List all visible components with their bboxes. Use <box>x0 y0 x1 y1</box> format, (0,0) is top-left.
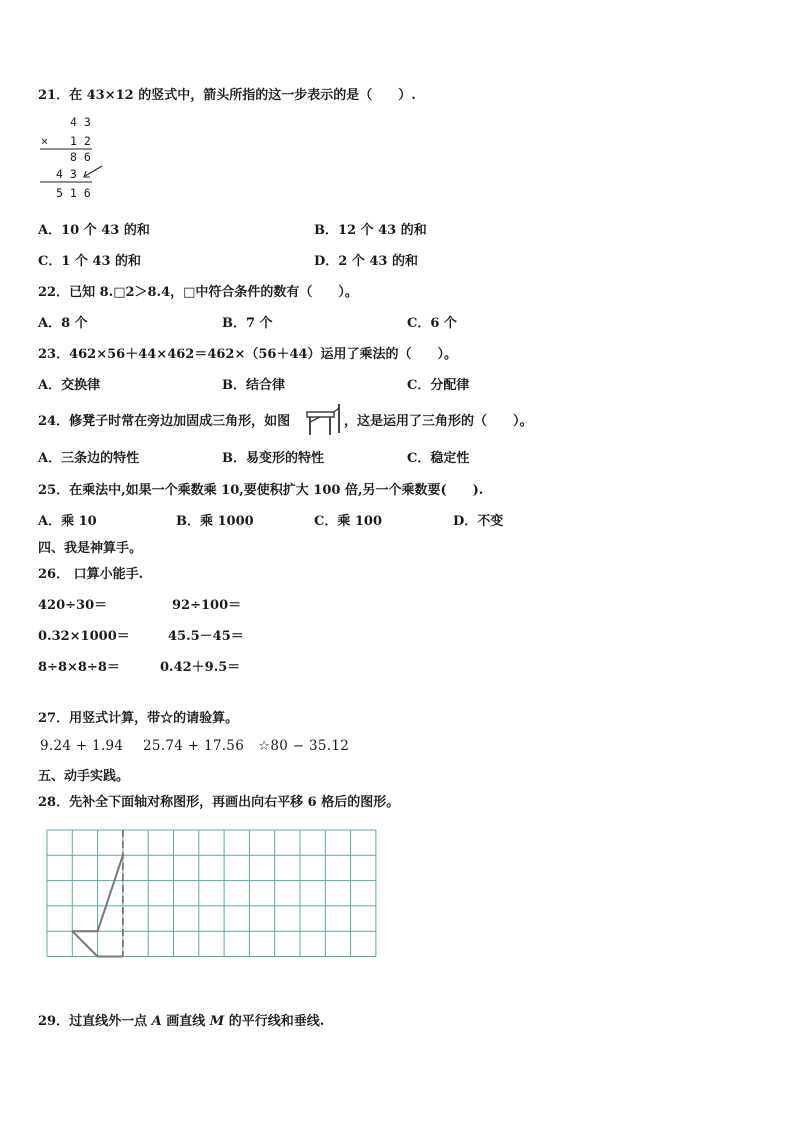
q24-stem-before: 24．修凳子时常在旁边加固成三角形，如图 <box>38 414 291 429</box>
q25-option-b[interactable]: B．乘 1000 <box>176 514 254 529</box>
q23-option-b[interactable]: B．结合律 <box>222 378 285 393</box>
q26-item-3: 0.32×1000＝ <box>38 629 130 644</box>
q26-stem: 26． 口算小能手. <box>38 567 144 582</box>
q24-option-a[interactable]: A．三条边的特性 <box>38 451 140 466</box>
section-4-heading: 四、我是神算手。 <box>38 541 143 556</box>
q25-stem: 25．在乘法中,如果一个乘数乘 10,要使积扩大 100 倍,另一个乘数要( ). <box>38 483 484 498</box>
q21-option-c[interactable]: C．1 个 43 的和 <box>38 254 142 269</box>
q25-option-c[interactable]: C．乘 100 <box>314 514 383 529</box>
q26-item-6: 0.42＋9.5＝ <box>160 660 241 675</box>
q24-option-c[interactable]: C．稳定性 <box>407 451 470 466</box>
q23-option-a[interactable]: A．交换律 <box>38 378 101 393</box>
q29-stem-prefix: 29．过直线外一点 <box>38 1014 152 1029</box>
q29-stem-middle: 画直线 <box>161 1014 210 1029</box>
q27-item-2: 25.74 + 17.56 <box>143 738 245 754</box>
q26-item-4: 45.5－45＝ <box>168 629 244 644</box>
q27-stem: 27．用竖式计算，带☆的请验算。 <box>38 711 239 726</box>
arrow-icon <box>80 164 104 182</box>
q23-stem: 23．462×56＋44×462＝462×（56＋44）运用了乘法的（ ）。 <box>38 347 458 362</box>
q27-item-3: ☆80 − 35.12 <box>258 738 350 754</box>
drawing-grid[interactable] <box>44 827 378 987</box>
q21-option-d[interactable]: D．2 个 43 的和 <box>314 254 418 269</box>
q26-item-1: 420÷30＝ <box>38 598 108 613</box>
q21-option-a[interactable]: A．10 个 43 的和 <box>38 223 150 238</box>
q22-option-a[interactable]: A．8 个 <box>38 316 88 331</box>
vertical-row-5: 5 1 6 <box>56 186 91 200</box>
q29-stem <box>38 1010 324 1029</box>
vertical-row-2: 1 2 <box>70 134 91 148</box>
q25-option-a[interactable]: A．乘 10 <box>38 514 97 529</box>
q28-stem: 28．先补全下面轴对称图形，再画出向右平移 6 格后的图形。 <box>38 795 400 810</box>
grid-lines <box>47 830 376 957</box>
section-5-heading: 五、动手实践。 <box>38 769 130 784</box>
q22-option-b[interactable]: B．7 个 <box>222 316 273 331</box>
point-a-label: A <box>151 1014 162 1029</box>
q26-item-5: 8÷8×8÷8＝ <box>38 660 120 675</box>
q23-option-c[interactable]: C．分配律 <box>407 378 470 393</box>
vertical-row-3: 8 6 <box>70 150 91 164</box>
stool-figure-icon <box>305 400 345 438</box>
line-m-label: M <box>209 1014 225 1029</box>
vertical-row-4: 4 3 <box>56 167 77 181</box>
q22-stem: 22．已知 8.□2＞8.4，□中符合条件的数有（ ）。 <box>38 285 358 300</box>
vertical-row-1: 4 3 <box>70 115 91 129</box>
q25-option-d[interactable]: D．不变 <box>453 514 504 529</box>
q26-item-2: 92÷100＝ <box>172 598 242 613</box>
q21-stem: 21．在 43×12 的竖式中，箭头所指的这一步表示的是（ ）. <box>38 88 416 103</box>
vertical-times-sign: × <box>41 134 48 148</box>
q24-option-b[interactable]: B．易变形的特性 <box>222 451 324 466</box>
q22-option-c[interactable]: C．6 个 <box>407 316 457 331</box>
q29-stem-suffix: 的平行线和垂线. <box>224 1014 325 1029</box>
q24-stem-after: ，这是运用了三角形的（ ）。 <box>344 414 533 429</box>
q27-item-1: 9.24 + 1.94 <box>40 738 124 754</box>
q21-option-b[interactable]: B．12 个 43 的和 <box>314 223 427 238</box>
